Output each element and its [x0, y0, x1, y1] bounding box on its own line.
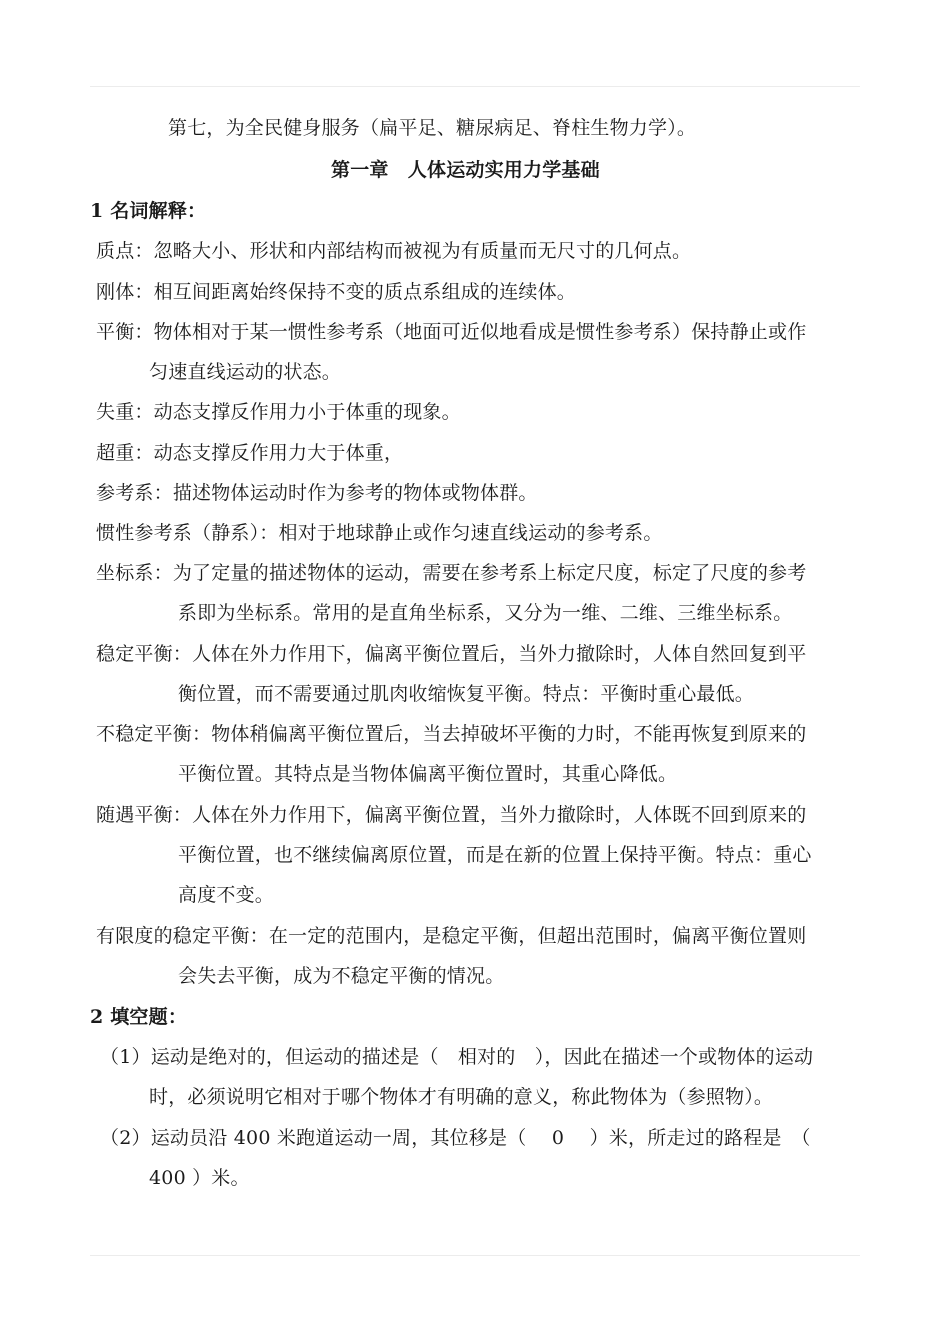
- term-label: 质点：: [96, 240, 154, 262]
- term-suiyu-pingheng: [96, 803, 806, 827]
- term-definition: 物体相对于某一惯性参考系（地面可近似地看成是惯性参考系）保持静止或作: [153, 321, 807, 343]
- term-label: 参考系：: [96, 482, 173, 504]
- fill-item-2: [100, 1126, 811, 1150]
- term-definition: 人体在外力作用下，偏离平衡位置，当外力撤除时，人体既不回到原来的: [192, 804, 807, 826]
- item-text-continued: 400 ）米。: [149, 1167, 250, 1189]
- term-definition-continued: 平衡位置，也不继续偏离原位置，而是在新的位置上保持平衡。特点：重心: [178, 844, 812, 866]
- term-definition-continued: 会失去平衡，成为不稳定平衡的情况。: [178, 965, 505, 987]
- term-label: 有限度的稳定平衡：: [96, 925, 269, 947]
- term-definition: 相对于地球静止或作匀速直线运动的参考系。: [278, 522, 663, 544]
- term-definition-continued: 衡位置，而不需要通过肌肉收缩恢复平衡。特点：平衡时重心最低。: [178, 683, 755, 705]
- term-definition-continued: 高度不变。: [178, 884, 275, 906]
- term-zuobiaoxi: [96, 561, 806, 585]
- term-label: 不稳定平衡：: [96, 723, 212, 745]
- fill-item-1: [100, 1045, 813, 1069]
- term-definition: 描述物体运动时作为参考的物体或物体群。: [172, 482, 538, 504]
- intro-line: 第七，为全民健身服务（扁平足、糖尿病足、脊柱生物力学）。: [168, 117, 697, 139]
- term-definition: 为了定量的描述物体的运动，需要在参考系上标定尺度，标定了尺度的参考: [172, 562, 807, 584]
- term-definition: 相互间距离始终保持不变的质点系组成的连续体。: [153, 281, 577, 303]
- term-label: 稳定平衡：: [96, 643, 193, 665]
- item-number: （1）: [100, 1046, 151, 1068]
- term-guanxing-cankaoxi: [96, 521, 663, 545]
- term-definition: 忽略大小、形状和内部结构而被视为有质量而无尺寸的几何点。: [153, 240, 692, 262]
- term-chaozhong: [96, 441, 403, 465]
- section2-heading: 2 填空题：: [90, 1006, 188, 1028]
- term-label: 惯性参考系（静系）：: [96, 522, 279, 544]
- term-label: 超重：: [96, 442, 154, 464]
- term-definition-continued: 平衡位置。其特点是当物体偏离平衡位置时，其重心降低。: [178, 763, 678, 785]
- term-zhidian: [96, 239, 691, 263]
- item-text-continued: 时，必须说明它相对于哪个物体才有明确的意义，称此物体为（参照物）。: [149, 1086, 774, 1108]
- term-label: 失重：: [96, 401, 154, 423]
- term-definition: 在一定的范围内，是稳定平衡，但超出范围时，偏离平衡位置则: [268, 925, 807, 947]
- term-definition: 物体稍偏离平衡位置后，当去掉破坏平衡的力时，不能再恢复到原来的: [211, 723, 807, 745]
- item-text: 运动员沿 400 米跑道运动一周，其位移是（ 0 ）米，所走过的路程是 （: [150, 1127, 811, 1149]
- term-wending-pingheng: [96, 642, 806, 666]
- item-number: （2）: [100, 1127, 151, 1149]
- term-definition-continued: 系即为坐标系。常用的是直角坐标系，又分为一维、二维、三维坐标系。: [178, 602, 793, 624]
- item-text: 运动是绝对的，但运动的描述是（ 相对的 ），因此在描述一个或物体的运动: [150, 1046, 814, 1068]
- term-cankaoxi: [96, 481, 538, 505]
- term-definition: 人体在外力作用下，偏离平衡位置后，当外力撤除时，人体自然回复到平: [192, 643, 807, 665]
- term-gangti: [96, 280, 576, 304]
- term-definition: 动态支撑反作用力大于体重，: [153, 442, 404, 464]
- term-pingheng: [96, 320, 806, 344]
- term-label: 平衡：: [96, 321, 154, 343]
- term-shizhong: [96, 400, 461, 424]
- term-label: 刚体：: [96, 281, 154, 303]
- chapter-title: 第一章 人体运动实用力学基础: [331, 159, 600, 181]
- term-buwending-pingheng: [96, 722, 806, 746]
- term-label: 坐标系：: [96, 562, 173, 584]
- term-label: 随遇平衡：: [96, 804, 193, 826]
- term-definition: 动态支撑反作用力小于体重的现象。: [153, 401, 461, 423]
- term-youxiandu-wending-pingheng: [96, 924, 806, 948]
- section1-heading: 1 名词解释：: [90, 200, 207, 222]
- term-definition-continued: 匀速直线运动的状态。: [149, 361, 342, 383]
